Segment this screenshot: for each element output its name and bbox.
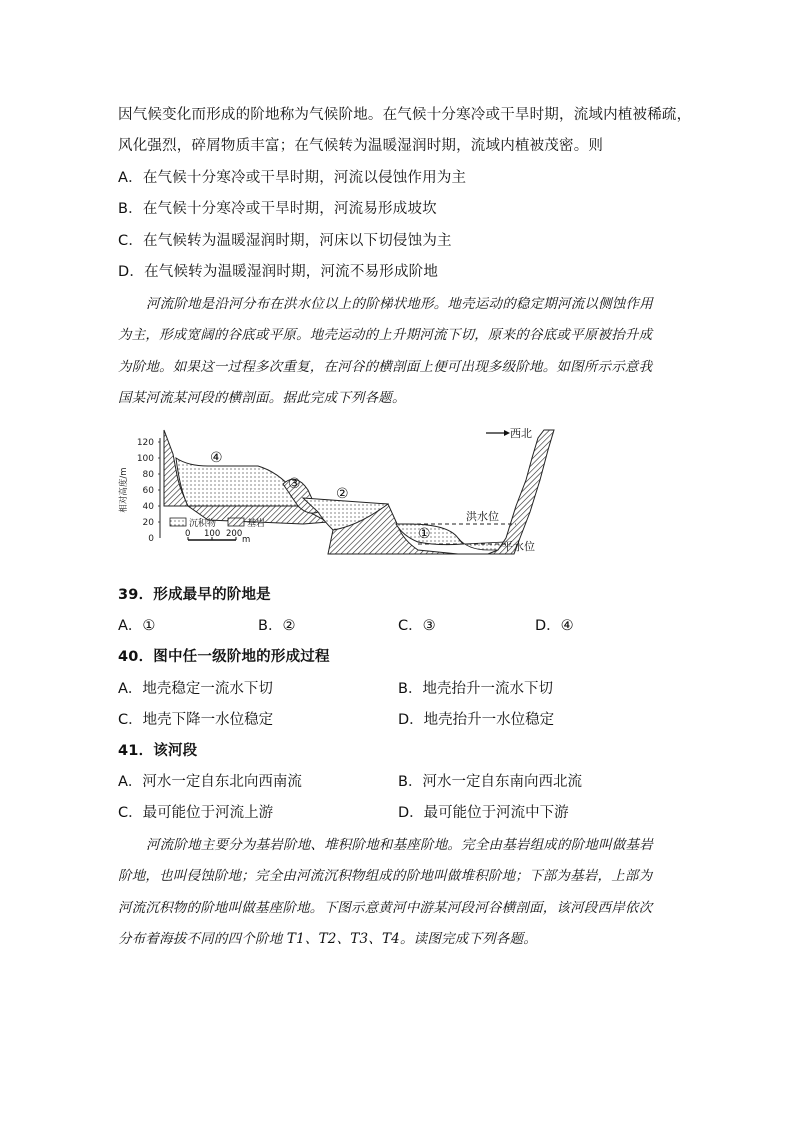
passage1-line-1: 河流阶地是沿河分布在洪水位以上的阶梯状地形。地壳运动的稳定期河流以侧蚀作用 [146, 296, 653, 312]
legend-bedrock-swatch [228, 518, 244, 526]
ytick: 40 [142, 502, 154, 512]
flood-level-label: 洪水位 [466, 510, 499, 523]
q40-option-c: C．地壳下降一水位稳定 [118, 712, 274, 728]
passage2-line-3: 河流沉积物的阶地叫做基座阶地。下图示意黄河中游某河段河谷横剖面，该河段西岸依次 [118, 900, 653, 916]
intro-line-1: 因气候变化而形成的阶地称为气候阶地。在气候十分寒冷或干旱时期，流域内植被稀疏， [118, 107, 692, 123]
q41-stem: 41．该河段 [118, 743, 198, 759]
intro-option-d: D．在气候转为温暖湿润时期，河流不易形成阶地 [118, 264, 439, 280]
passage2-line-2: 阶地，也叫侵蚀阶地；完全由河流沉积物组成的阶地叫做堆积阶地；下部为基岩，上部为 [118, 868, 653, 884]
q41-option-c: C．最可能位于河流上游 [118, 805, 274, 821]
terrace-label-3: ③ [288, 476, 301, 492]
intro-option-b: B．在气候十分寒冷或干旱时期，河流易形成坡坎 [118, 201, 437, 217]
passage1-line-3: 为阶地。如果这一过程多次重复，在河谷的横剖面上便可出现多级阶地。如图所示示意我 [118, 359, 653, 375]
q41-option-d: D．最可能位于河流中下游 [398, 805, 569, 821]
ytick: 120 [136, 438, 154, 448]
q40-option-b: B．地壳抬升一流水下切 [398, 681, 553, 697]
passage2-line-1: 河流阶地主要分为基岩阶地、堆积阶地和基座阶地。完全由基岩组成的阶地叫做基岩 [146, 837, 653, 853]
ytick: 80 [142, 470, 154, 480]
legend-bedrock-label: 基岩 [247, 519, 266, 529]
legend-sediment-swatch [170, 518, 186, 526]
terrace-label-4: ④ [210, 450, 223, 466]
q40-stem: 40．图中任一级阶地的形成过程 [118, 649, 330, 665]
intro-option-a: A．在气候十分寒冷或干旱时期，河流以侵蚀作用为主 [118, 170, 467, 186]
scale-label: 200 [226, 529, 243, 539]
q39-option-b: B．② [258, 618, 296, 634]
terrace-label-1: ① [418, 526, 431, 542]
bedrock-right [488, 430, 554, 554]
q39-option-a: A．① [118, 618, 156, 634]
passage1-line-4: 国某河流某河段的横剖面。据此完成下列各题。 [118, 390, 406, 406]
q39-stem: 39．形成最早的阶地是 [118, 587, 271, 603]
q39-option-c: C．③ [398, 618, 436, 634]
ytick: 20 [142, 518, 154, 528]
q41-option-b: B．河水一定自东南向西北流 [398, 774, 582, 790]
y-axis-label: 相对高度/m [119, 467, 129, 513]
q41-option-a: A．河水一定自东北向西南流 [118, 774, 302, 790]
normal-level-label: 平水位 [502, 540, 535, 553]
terrace-4-sediment [176, 458, 298, 506]
ytick: 100 [136, 454, 154, 464]
passage1-line-2: 为主，形成宽阔的谷底或平原。地壳运动的上升期河流下切，原来的谷底或平原被抬升成 [118, 327, 653, 343]
passage2-line-4: 分布着海拔不同的四个阶地 T1、T2、T3、T4。读图完成下列各题。 [118, 931, 537, 947]
terrace-label-2: ② [336, 486, 349, 502]
scale-label: 0 [185, 529, 191, 539]
scale-label: m [242, 535, 251, 545]
q39-option-d: D．④ [535, 618, 574, 634]
q40-option-a: A．地壳稳定一流水下切 [118, 681, 273, 697]
direction-label: 西北 [510, 427, 532, 440]
scale-label: 100 [204, 529, 221, 539]
intro-option-c: C．在气候转为温暖湿润时期，河床以下切侵蚀为主 [118, 233, 452, 249]
q40-option-d: D．地壳抬升一水位稳定 [398, 712, 555, 728]
legend-sediment-label: 沉积物 [189, 519, 217, 529]
ytick: 60 [142, 486, 154, 496]
intro-line-2: 风化强烈，碎屑物质丰富；在气候转为温暖湿润时期，流域内植被茂密。则 [118, 138, 604, 154]
ytick: 0 [148, 534, 154, 544]
river-cross-section-figure [118, 420, 568, 570]
